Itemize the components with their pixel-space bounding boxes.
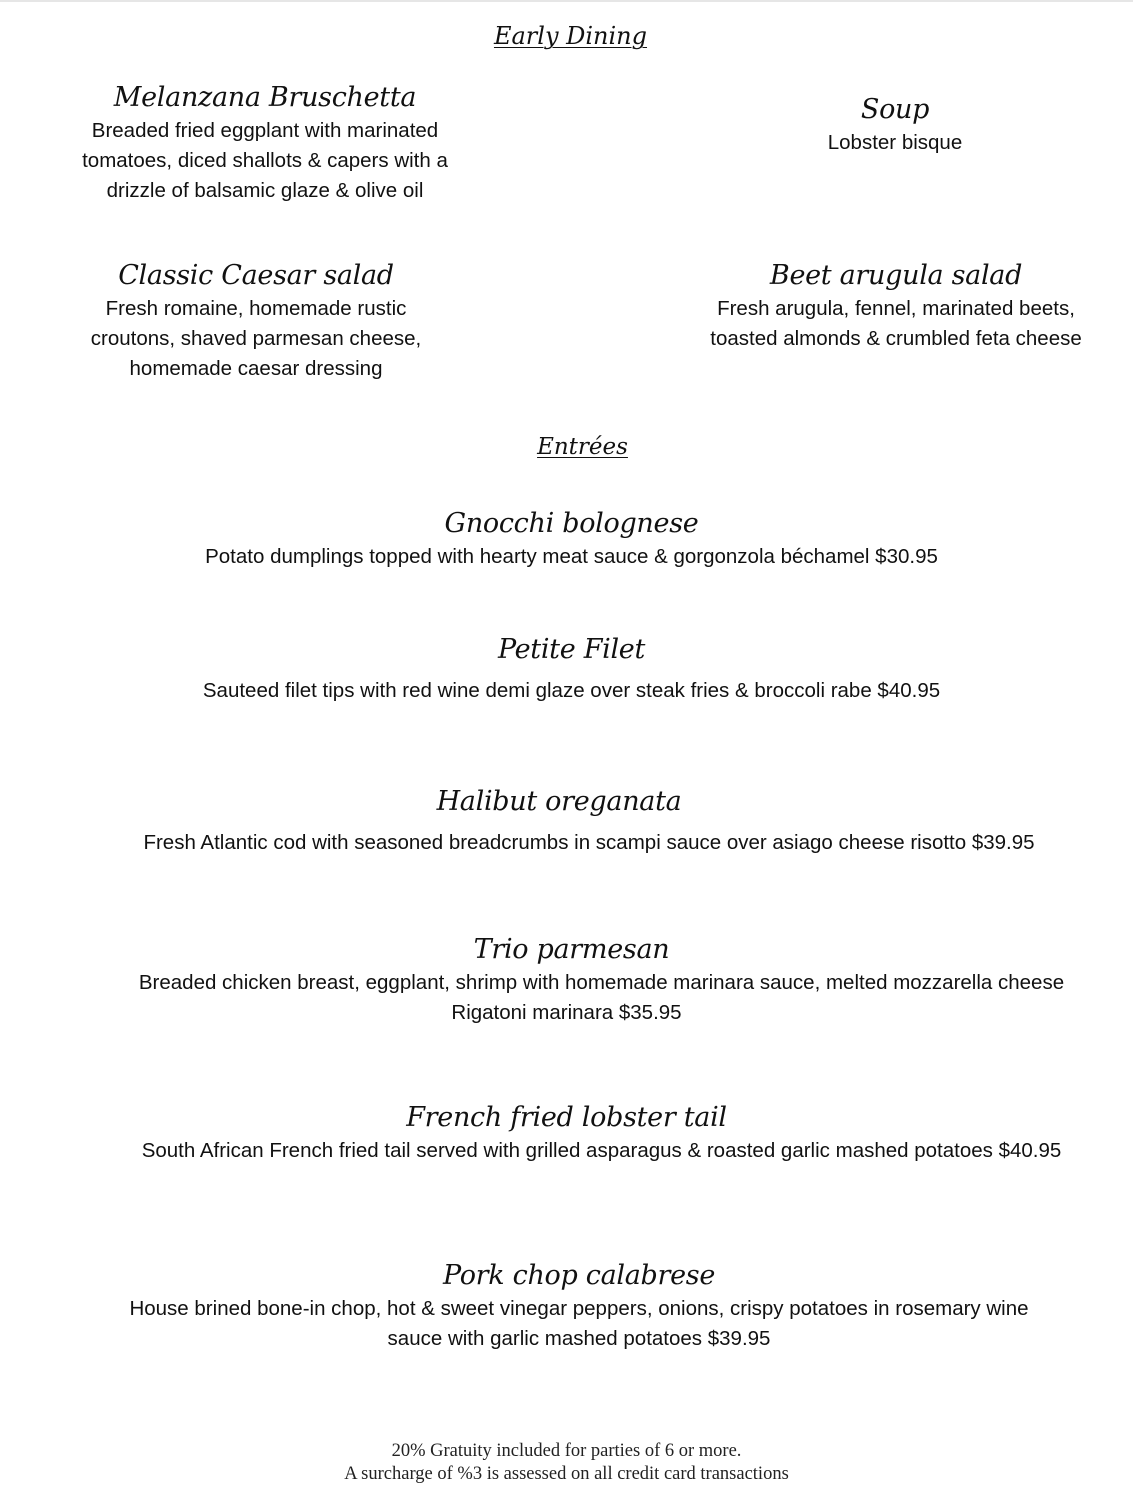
item-description: Potato dumplings topped with hearty meat sauce & gorgonzola béchamel $30.95	[205, 545, 938, 568]
menu-item-halibut-oreganata	[0, 784, 1133, 858]
section-title-early-dining: Early Dining	[493, 22, 648, 50]
item-description: Fresh arugula, fennel, marinated beets, toasted almonds & crumbled feta cheese	[710, 297, 1082, 350]
item-name: Halibut oreganata	[436, 786, 682, 817]
item-description: Fresh Atlantic cod with seasoned breadcrumbs in scampi sauce over asiago cheese risotto $39.95	[143, 831, 1035, 854]
item-description: Lobster bisque	[827, 131, 963, 154]
item-name: Trio parmesan	[473, 934, 670, 965]
menu-item-pork-chop-calabrese	[0, 1258, 1133, 1354]
gratuity-note: 20% Gratuity included for parties of 6 or more.	[391, 1441, 742, 1461]
item-name: Pork chop calabrese	[442, 1260, 716, 1291]
menu-item-beet-arugula-salad	[680, 258, 1112, 354]
menu-item-melanzana-bruschetta	[40, 80, 490, 206]
item-name: Soup	[860, 94, 930, 125]
menu-item-classic-caesar-salad	[40, 258, 472, 384]
item-description: Sauteed filet tips with red wine demi glaze over steak fries & broccoli rabe $40.95	[202, 679, 941, 702]
menu-item-petite-filet	[0, 632, 1133, 706]
item-description: Fresh romaine, homemade rustic croutons, shaved parmesan cheese, homemade caesar dressing	[90, 297, 422, 380]
item-name: Classic Caesar salad	[118, 260, 394, 291]
item-name: Beet arugula salad	[769, 260, 1023, 291]
menu-item-trio-parmesan	[0, 932, 1133, 1028]
item-description: South African French fried tail served with grilled asparagus & roasted garlic mashed potatoes $40.95	[141, 1139, 1062, 1162]
item-name: Petite Filet	[497, 634, 646, 665]
top-divider	[0, 0, 1133, 2]
menu-item-soup	[680, 92, 1110, 158]
item-name: Gnocchi bolognese	[444, 508, 699, 539]
item-name: Melanzana Bruschetta	[113, 82, 417, 113]
item-description: Breaded chicken breast, eggplant, shrimp with homemade marinara sauce, melted mozzarella cheese Rigatoni marinara $35.95	[138, 971, 1065, 1024]
item-description: Breaded fried eggplant with marinated tomatoes, diced shallots & capers with a drizzle of balsamic glaze & olive oil	[82, 119, 448, 202]
menu-item-gnocchi-bolognese	[0, 506, 1133, 572]
menu-footer	[0, 1440, 1133, 1486]
surcharge-note: A surcharge of %3 is assessed on all credit card transactions	[344, 1464, 789, 1484]
section-title-entrees: Entrées	[537, 434, 628, 460]
item-description: House brined bone-in chop, hot & sweet vinegar peppers, onions, crispy potatoes in rosemary wine sauce with garlic mashed potatoes $39.95	[129, 1297, 1029, 1350]
menu-item-french-fried-lobster-tail	[0, 1100, 1133, 1166]
item-name: French fried lobster tail	[406, 1102, 727, 1133]
